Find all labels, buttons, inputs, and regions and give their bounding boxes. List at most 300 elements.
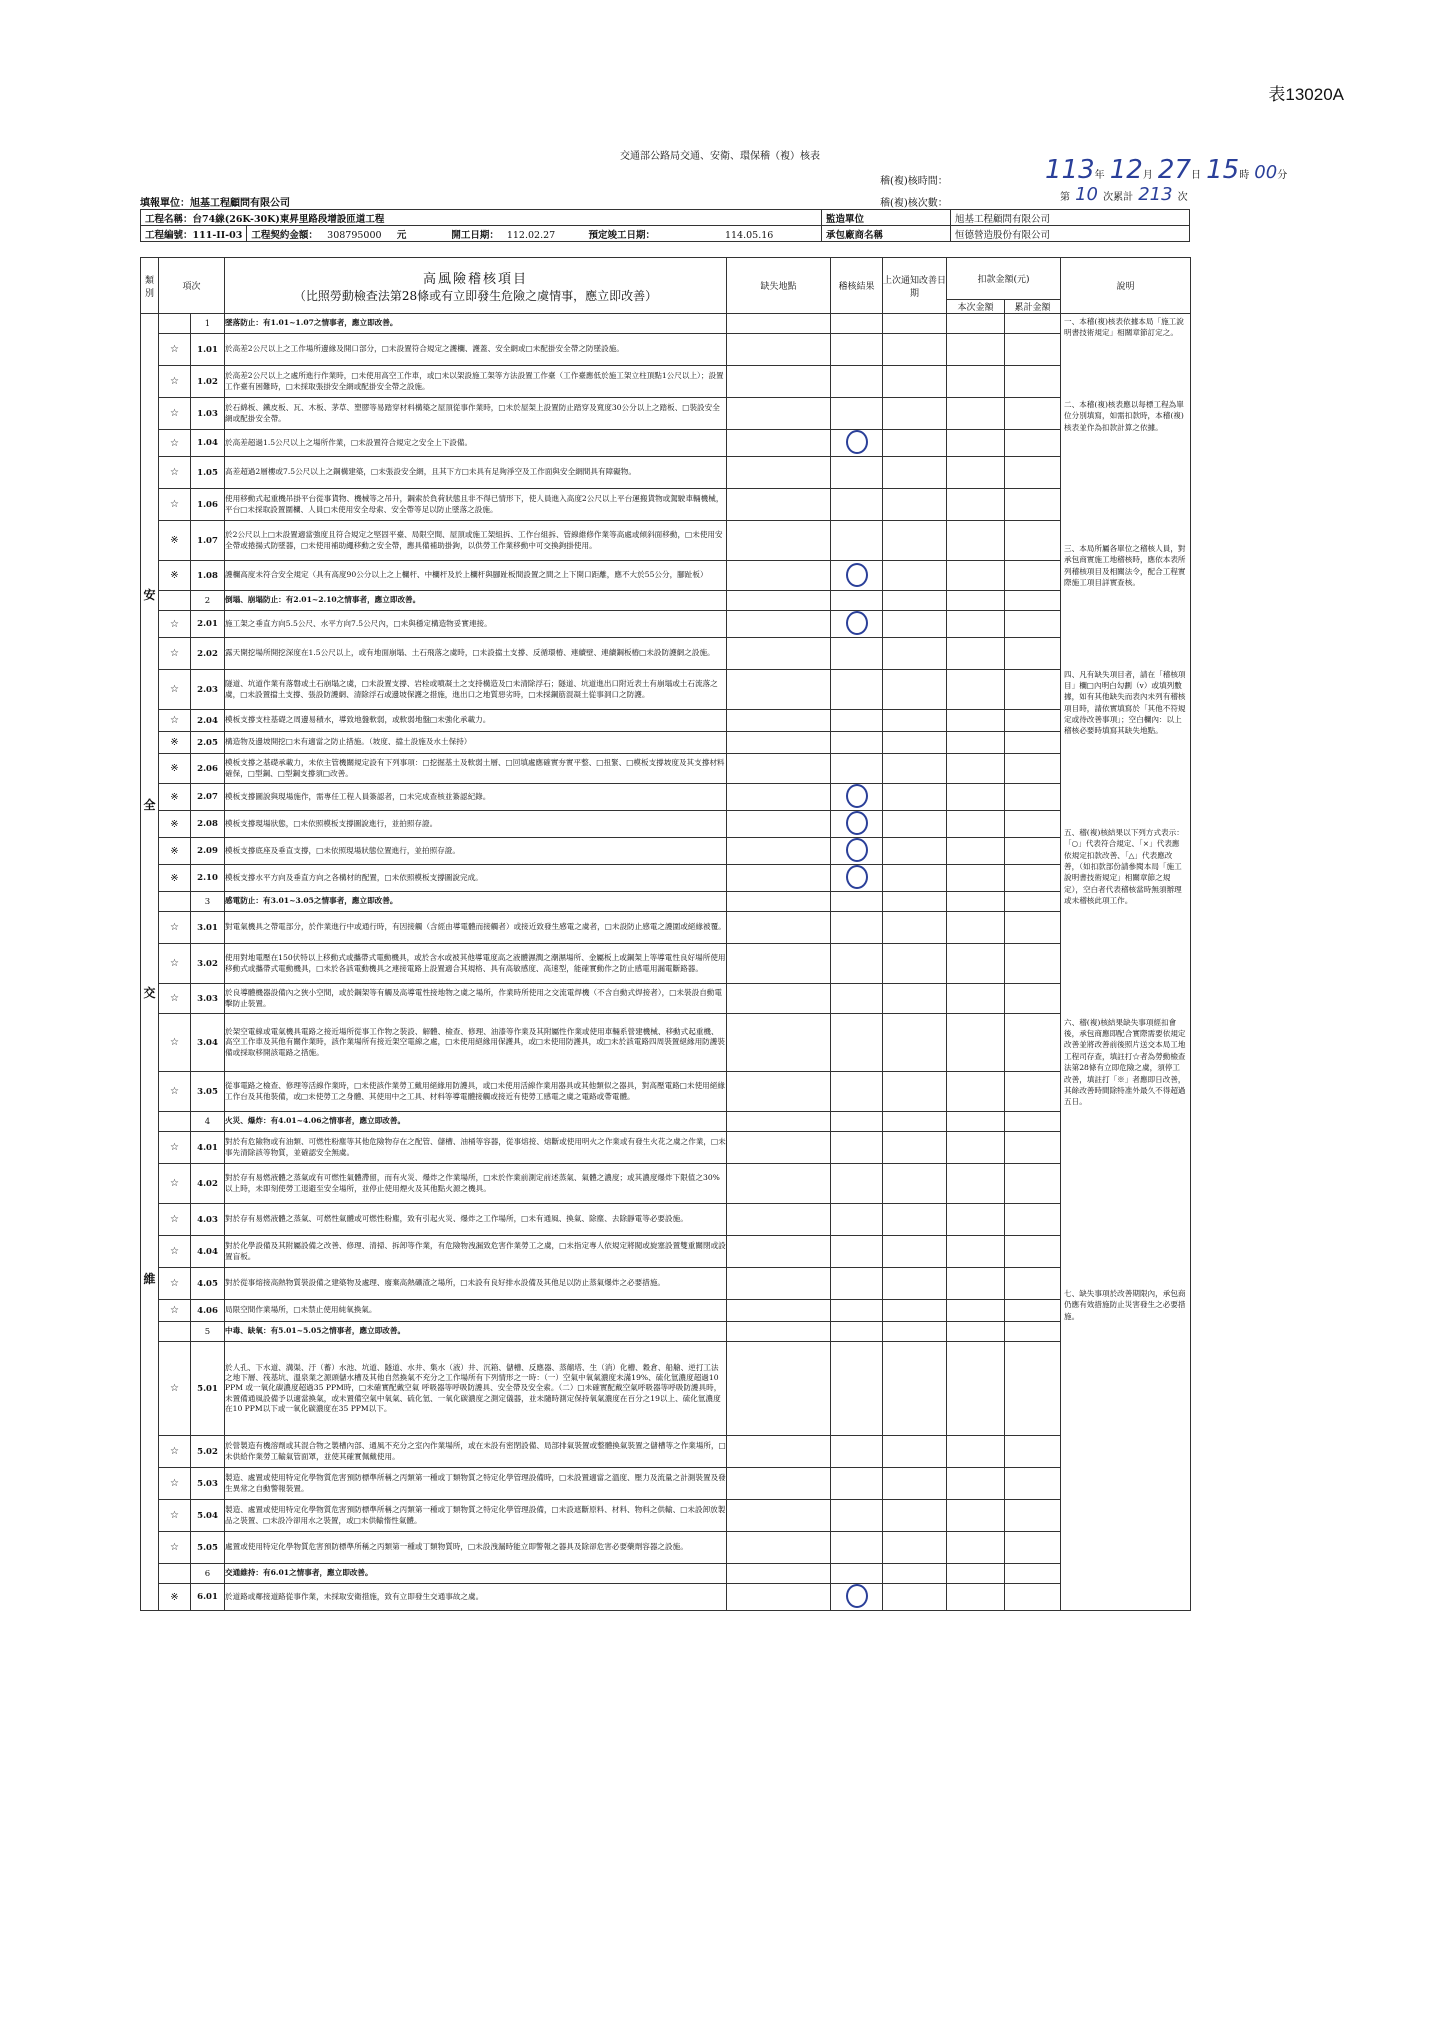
this-amount-cell[interactable] bbox=[947, 366, 1005, 398]
item-mark bbox=[159, 892, 191, 912]
check-result-cell[interactable] bbox=[831, 1584, 883, 1611]
item-number: 4.01 bbox=[191, 1132, 225, 1164]
defect-location-cell[interactable] bbox=[727, 912, 831, 944]
item-number: 4.05 bbox=[191, 1268, 225, 1300]
last-notice-cell[interactable] bbox=[883, 638, 947, 670]
this-amount-cell[interactable] bbox=[947, 489, 1005, 521]
table-row bbox=[141, 754, 1191, 784]
this-amount-cell[interactable] bbox=[947, 984, 1005, 1014]
last-notice-cell[interactable] bbox=[883, 314, 947, 334]
start-date: 開工日期： 112.02.27 bbox=[447, 226, 584, 242]
cumulative-amount-cell[interactable] bbox=[1005, 1322, 1061, 1342]
cumulative-amount-cell[interactable] bbox=[1005, 1532, 1061, 1564]
this-amount-cell[interactable] bbox=[947, 611, 1005, 638]
this-amount-cell[interactable] bbox=[947, 1204, 1005, 1236]
last-notice-cell[interactable] bbox=[883, 670, 947, 710]
table-row bbox=[141, 670, 1191, 710]
last-notice-cell[interactable] bbox=[883, 1584, 947, 1611]
item-number: 5.03 bbox=[191, 1468, 225, 1500]
this-amount-cell[interactable] bbox=[947, 591, 1005, 611]
this-amount-cell[interactable] bbox=[947, 784, 1005, 811]
table-row bbox=[141, 710, 1191, 732]
defect-location-cell[interactable] bbox=[727, 398, 831, 430]
defect-location-cell[interactable] bbox=[727, 1500, 831, 1532]
check-count-label: 稽(複)核次數： bbox=[880, 198, 948, 209]
item-mark: ☆ bbox=[159, 710, 191, 732]
defect-location-cell[interactable] bbox=[727, 366, 831, 398]
defect-location-cell[interactable] bbox=[727, 838, 831, 865]
cumulative-amount-cell[interactable] bbox=[1005, 1268, 1061, 1300]
check-result-cell[interactable] bbox=[831, 398, 883, 430]
contractor-label: 承包廠商名稱 bbox=[822, 226, 951, 242]
this-amount-cell[interactable] bbox=[947, 912, 1005, 944]
last-notice-cell[interactable] bbox=[883, 838, 947, 865]
this-amount-cell[interactable] bbox=[947, 1132, 1005, 1164]
check-result-cell[interactable] bbox=[831, 1322, 883, 1342]
table-row bbox=[141, 1236, 1191, 1268]
last-notice-cell[interactable] bbox=[883, 754, 947, 784]
check-result-cell[interactable] bbox=[831, 334, 883, 366]
item-mark: ☆ bbox=[159, 670, 191, 710]
cumulative-amount-cell[interactable] bbox=[1005, 1468, 1061, 1500]
this-amount-cell[interactable] bbox=[947, 838, 1005, 865]
supervisor-label: 監造單位 bbox=[822, 210, 951, 226]
cumulative-amount-cell[interactable] bbox=[1005, 944, 1061, 984]
last-notice-cell[interactable] bbox=[883, 784, 947, 811]
check-result-cell[interactable] bbox=[831, 892, 883, 912]
item-mark: ☆ bbox=[159, 1014, 191, 1072]
this-amount-cell[interactable] bbox=[947, 1014, 1005, 1072]
check-result-cell[interactable] bbox=[831, 611, 883, 638]
item-text: 模板支撐底座及垂直支撐，□未依照現場狀態位置進行，並拍照存證。 bbox=[225, 838, 727, 865]
defect-location-cell[interactable] bbox=[727, 1112, 831, 1132]
defect-location-cell[interactable] bbox=[727, 670, 831, 710]
check-result-cell[interactable] bbox=[831, 314, 883, 334]
cumulative-amount-cell[interactable] bbox=[1005, 398, 1061, 430]
item-number: 5.05 bbox=[191, 1532, 225, 1564]
last-notice-cell[interactable] bbox=[883, 1532, 947, 1564]
cumulative-amount-cell[interactable] bbox=[1005, 1236, 1061, 1268]
table-row bbox=[141, 1468, 1191, 1500]
this-amount-cell[interactable] bbox=[947, 314, 1005, 334]
check-count: 第 10 次累計 213 次 bbox=[1060, 184, 1188, 205]
check-result-cell[interactable] bbox=[831, 457, 883, 489]
last-notice-cell[interactable] bbox=[883, 1322, 947, 1342]
defect-location-cell[interactable] bbox=[727, 811, 831, 838]
item-text: 對於有危險物或有油類、可燃性粉塵等其他危險物存在之配管、儲槽、油桶等容器，從事熔接、熔斷或使用明火之作業或有發生火花之虞之作業，□未事先清除該等物質，並確認安全無虞。 bbox=[225, 1132, 727, 1164]
item-text: 對於存有易燃液體之蒸氣或有可燃性氣體滯留，而有火災、爆炸之作業場所，□未於作業前測定前述蒸氣、氣體之濃度；或其濃度爆炸下限值之30%以上時，未即刻使勞工退避至安全場所，並停止使用煙火及其他點火源之機具。 bbox=[225, 1164, 727, 1204]
defect-location-cell[interactable] bbox=[727, 334, 831, 366]
defect-location-cell[interactable] bbox=[727, 1342, 831, 1436]
last-notice-cell[interactable] bbox=[883, 710, 947, 732]
item-text: 交通維持：有6.01之情事者，應立即改善。 bbox=[225, 1564, 727, 1584]
contractor-value: 恒德營造股份有限公司 bbox=[951, 226, 1190, 242]
this-amount-cell[interactable] bbox=[947, 865, 1005, 892]
table-row bbox=[141, 1204, 1191, 1236]
check-result-cell[interactable] bbox=[831, 1164, 883, 1204]
item-text: 模板支撐現場狀態，□未依照模板支撐圖說進行，並拍照存證。 bbox=[225, 811, 727, 838]
table-row bbox=[141, 1300, 1191, 1322]
this-amount-cell[interactable] bbox=[947, 1342, 1005, 1436]
last-notice-cell[interactable] bbox=[883, 1132, 947, 1164]
defect-location-cell[interactable] bbox=[727, 1532, 831, 1564]
check-result-cell[interactable] bbox=[831, 811, 883, 838]
check-result-cell[interactable] bbox=[831, 591, 883, 611]
defect-location-cell[interactable] bbox=[727, 1584, 831, 1611]
col-last-notice: 上次通知改善日期 bbox=[883, 258, 947, 314]
this-amount-cell[interactable] bbox=[947, 457, 1005, 489]
remarks-notes bbox=[1061, 314, 1191, 1611]
cumulative-amount-cell[interactable] bbox=[1005, 912, 1061, 944]
this-amount-cell[interactable] bbox=[947, 1322, 1005, 1342]
check-time-label: 稽(複)核時間： bbox=[880, 176, 948, 187]
item-number: 2.03 bbox=[191, 670, 225, 710]
cumulative-amount-cell[interactable] bbox=[1005, 1300, 1061, 1322]
last-notice-cell[interactable] bbox=[883, 611, 947, 638]
table-row bbox=[141, 366, 1191, 398]
this-amount-cell[interactable] bbox=[947, 732, 1005, 754]
project-name: 工程名稱：台74線(26K-30K)東昇里路段增設匝道工程 bbox=[141, 210, 822, 226]
last-notice-cell[interactable] bbox=[883, 1014, 947, 1072]
cumulative-amount-cell[interactable] bbox=[1005, 754, 1061, 784]
cumulative-amount-cell[interactable] bbox=[1005, 591, 1061, 611]
last-notice-cell[interactable] bbox=[883, 591, 947, 611]
defect-location-cell[interactable] bbox=[727, 754, 831, 784]
check-result-cell[interactable] bbox=[831, 944, 883, 984]
project-no: 工程編號：111-II-03 bbox=[141, 226, 247, 242]
defect-location-cell[interactable] bbox=[727, 1564, 831, 1584]
last-notice-cell[interactable] bbox=[883, 521, 947, 561]
defect-location-cell[interactable] bbox=[727, 865, 831, 892]
item-mark bbox=[159, 314, 191, 334]
this-amount-cell[interactable] bbox=[947, 1500, 1005, 1532]
defect-location-cell[interactable] bbox=[727, 1204, 831, 1236]
item-text: 隧道、坑道作業有落磐或土石崩塌之虞，□未設置支撐、岩栓或噴凝土之支持構造及□未清除浮石；隧道、坑道進出口附近表土有崩塌或土石流落之虞，□未設置擋土支撐、張設防護網、清除浮石或邊坡保護之措施，進出口之地質惡劣時，□未採鋼筋混凝土從事洞口之防護。 bbox=[225, 670, 727, 710]
check-result-cell[interactable] bbox=[831, 1342, 883, 1436]
this-amount-cell[interactable] bbox=[947, 710, 1005, 732]
item-text: 模板支撐支柱基礎之周邊易積水，導致地盤軟弱，或軟弱地盤□未強化承載力。 bbox=[225, 710, 727, 732]
item-number: 1.08 bbox=[191, 561, 225, 591]
group-row bbox=[141, 1322, 1191, 1342]
last-notice-cell[interactable] bbox=[883, 732, 947, 754]
end-date: 預定竣工日期： 114.05.16 bbox=[584, 226, 821, 242]
cumulative-amount-cell[interactable] bbox=[1005, 1014, 1061, 1072]
defect-location-cell[interactable] bbox=[727, 784, 831, 811]
check-result-cell[interactable] bbox=[831, 561, 883, 591]
check-result-cell[interactable] bbox=[831, 521, 883, 561]
cumulative-amount-cell[interactable] bbox=[1005, 561, 1061, 591]
last-notice-cell[interactable] bbox=[883, 1468, 947, 1500]
table-row bbox=[141, 984, 1191, 1014]
item-text: 倒塌、崩塌防止：有2.01~2.10之情事者，應立即改善。 bbox=[225, 591, 727, 611]
last-notice-cell[interactable] bbox=[883, 912, 947, 944]
this-amount-cell[interactable] bbox=[947, 561, 1005, 591]
cumulative-amount-cell[interactable] bbox=[1005, 430, 1061, 457]
item-number: 2.05 bbox=[191, 732, 225, 754]
defect-location-cell[interactable] bbox=[727, 1132, 831, 1164]
table-row bbox=[141, 334, 1191, 366]
note-item: 一、本稽(複)核表依據本局「施工說明書技術規定」相關章節訂定之。 bbox=[1064, 317, 1184, 338]
item-number: 1.04 bbox=[191, 430, 225, 457]
item-mark: ☆ bbox=[159, 1468, 191, 1500]
item-mark: ※ bbox=[159, 838, 191, 865]
this-amount-cell[interactable] bbox=[947, 1584, 1005, 1611]
cumulative-amount-cell[interactable] bbox=[1005, 457, 1061, 489]
check-result-cell[interactable] bbox=[831, 1436, 883, 1468]
this-amount-cell[interactable] bbox=[947, 1468, 1005, 1500]
table-row bbox=[141, 521, 1191, 561]
cumulative-amount-cell[interactable] bbox=[1005, 1164, 1061, 1204]
table-row bbox=[141, 1342, 1191, 1436]
item-number: 3.04 bbox=[191, 1014, 225, 1072]
cumulative-amount-cell[interactable] bbox=[1005, 784, 1061, 811]
cumulative-amount-cell[interactable] bbox=[1005, 489, 1061, 521]
check-result-cell[interactable] bbox=[831, 754, 883, 784]
item-mark: ☆ bbox=[159, 430, 191, 457]
check-result-cell[interactable] bbox=[831, 865, 883, 892]
item-text: 於人孔、下水道、溝渠、汙（蓄）水池、坑道、隧道、水井、集水（液）井、沉箱、儲槽、反應器、蒸餾塔、生（消）化槽、穀倉、船艙、逆打工法之地下層、筏基坑、溫泉業之源頭儲水槽及其他自然換氣不充分之工作場所有下列情形之一時：（一）空氣中氧氣濃度未滿19%、硫化氫濃度超過10 PPM 或一氧化碳濃度超過35 PPM時，□未確實配戴空氣 呼吸器等呼吸防護具、安全帶及安全索。（二）□未確實配戴空氣呼吸器等呼吸防護具時，未置備通風設備予以適當換氣，或未置備空氣中氧氣、硫化氫、一氧化碳濃度之測定儀器，並未隨時測定保持氧氣濃度在百分之19以上、硫化氫濃度在10 PPM以下或一氧化碳濃度在35 PPM以下。 bbox=[225, 1342, 727, 1436]
last-notice-cell[interactable] bbox=[883, 561, 947, 591]
item-number: 4 bbox=[191, 1112, 225, 1132]
last-notice-cell[interactable] bbox=[883, 334, 947, 366]
check-result-cell[interactable] bbox=[831, 732, 883, 754]
check-result-cell[interactable] bbox=[831, 1268, 883, 1300]
item-text: 感電防止：有3.01~3.05之情事者，應立即改善。 bbox=[225, 892, 727, 912]
check-result-cell[interactable] bbox=[831, 670, 883, 710]
item-mark: ※ bbox=[159, 865, 191, 892]
item-number: 4.03 bbox=[191, 1204, 225, 1236]
cumulative-amount-cell[interactable] bbox=[1005, 334, 1061, 366]
defect-location-cell[interactable] bbox=[727, 591, 831, 611]
cumulative-amount-cell[interactable] bbox=[1005, 1436, 1061, 1468]
this-amount-cell[interactable] bbox=[947, 1236, 1005, 1268]
last-notice-cell[interactable] bbox=[883, 865, 947, 892]
circle-mark-icon bbox=[846, 865, 868, 889]
this-amount-cell[interactable] bbox=[947, 892, 1005, 912]
defect-location-cell[interactable] bbox=[727, 611, 831, 638]
last-notice-cell[interactable] bbox=[883, 430, 947, 457]
cumulative-amount-cell[interactable] bbox=[1005, 892, 1061, 912]
item-mark: ☆ bbox=[159, 1132, 191, 1164]
cumulative-amount-cell[interactable] bbox=[1005, 1112, 1061, 1132]
last-notice-cell[interactable] bbox=[883, 1436, 947, 1468]
cumulative-amount-cell[interactable] bbox=[1005, 314, 1061, 334]
this-amount-cell[interactable] bbox=[947, 430, 1005, 457]
cumulative-amount-cell[interactable] bbox=[1005, 670, 1061, 710]
item-mark: ☆ bbox=[159, 1204, 191, 1236]
last-notice-cell[interactable] bbox=[883, 1072, 947, 1112]
this-amount-cell[interactable] bbox=[947, 521, 1005, 561]
item-number: 2.07 bbox=[191, 784, 225, 811]
item-number: 2.10 bbox=[191, 865, 225, 892]
this-amount-cell[interactable] bbox=[947, 1072, 1005, 1112]
defect-location-cell[interactable] bbox=[727, 1300, 831, 1322]
this-amount-cell[interactable] bbox=[947, 811, 1005, 838]
table-row bbox=[141, 865, 1191, 892]
check-result-cell[interactable] bbox=[831, 1532, 883, 1564]
item-text: 於高差超過1.5公尺以上之場所作業，□未設置符合規定之安全上下設備。 bbox=[225, 430, 727, 457]
table-row bbox=[141, 944, 1191, 984]
item-mark: ☆ bbox=[159, 1072, 191, 1112]
item-text: 中毒、缺氧：有5.01~5.05之情事者，應立即改善。 bbox=[225, 1322, 727, 1342]
cumulative-amount-cell[interactable] bbox=[1005, 865, 1061, 892]
item-mark: ☆ bbox=[159, 1300, 191, 1322]
this-amount-cell[interactable] bbox=[947, 1532, 1005, 1564]
table-row bbox=[141, 1436, 1191, 1468]
defect-location-cell[interactable] bbox=[727, 561, 831, 591]
table-row bbox=[141, 430, 1191, 457]
check-result-cell[interactable] bbox=[831, 838, 883, 865]
cumulative-amount-cell[interactable] bbox=[1005, 984, 1061, 1014]
defect-location-cell[interactable] bbox=[727, 1268, 831, 1300]
cumulative-amount-cell[interactable] bbox=[1005, 1584, 1061, 1611]
cumulative-amount-cell[interactable] bbox=[1005, 611, 1061, 638]
cumulative-amount-cell[interactable] bbox=[1005, 1500, 1061, 1532]
defect-location-cell[interactable] bbox=[727, 1236, 831, 1268]
this-amount-cell[interactable] bbox=[947, 1564, 1005, 1584]
item-text: 於架空電線或電氣機具電路之接近場所從事工作物之裝設、解體、檢查、修理、油漆等作業及其附屬性作業或使用車輛系營建機械、移動式起重機、高空工作車及其他有關作業時，該作業場所有接近架空電線之處，□未使用絕緣用保護具，或□未使用防護具，或□未於該電路四周裝置絕緣用防護裝備或採取移開該電路之措施。 bbox=[225, 1014, 727, 1072]
item-number: 4.06 bbox=[191, 1300, 225, 1322]
check-result-cell[interactable] bbox=[831, 366, 883, 398]
check-result-cell[interactable] bbox=[831, 1112, 883, 1132]
this-amount-cell[interactable] bbox=[947, 754, 1005, 784]
defect-location-cell[interactable] bbox=[727, 1436, 831, 1468]
defect-location-cell[interactable] bbox=[727, 521, 831, 561]
item-mark: ☆ bbox=[159, 984, 191, 1014]
item-mark: ※ bbox=[159, 754, 191, 784]
last-notice-cell[interactable] bbox=[883, 892, 947, 912]
check-result-cell[interactable] bbox=[831, 1564, 883, 1584]
item-number: 5.04 bbox=[191, 1500, 225, 1532]
item-text: 高差超過2層樓或7.5公尺以上之鋼構建築，□未張設安全網，且其下方□未具有足夠淨空及工作面與安全網間具有障礙物。 bbox=[225, 457, 727, 489]
defect-location-cell[interactable] bbox=[727, 489, 831, 521]
defect-location-cell[interactable] bbox=[727, 732, 831, 754]
cumulative-amount-cell[interactable] bbox=[1005, 1342, 1061, 1436]
circle-mark-icon bbox=[846, 563, 868, 587]
this-amount-cell[interactable] bbox=[947, 944, 1005, 984]
project-info-table bbox=[140, 209, 1190, 242]
check-result-cell[interactable] bbox=[831, 912, 883, 944]
check-result-cell[interactable] bbox=[831, 1204, 883, 1236]
col-deduction: 扣款金額(元) bbox=[947, 258, 1061, 300]
group-row bbox=[141, 314, 1191, 334]
check-result-cell[interactable] bbox=[831, 1236, 883, 1268]
defect-location-cell[interactable] bbox=[727, 457, 831, 489]
cumulative-amount-cell[interactable] bbox=[1005, 1564, 1061, 1584]
cumulative-amount-cell[interactable] bbox=[1005, 638, 1061, 670]
check-result-cell[interactable] bbox=[831, 1468, 883, 1500]
item-text: 模板支撐圖說與現場施作，需專任工程人員簽認者，□未完成查核並簽認紀錄。 bbox=[225, 784, 727, 811]
defect-location-cell[interactable] bbox=[727, 1072, 831, 1112]
item-mark bbox=[159, 1564, 191, 1584]
this-amount-cell[interactable] bbox=[947, 1436, 1005, 1468]
last-notice-cell[interactable] bbox=[883, 1112, 947, 1132]
item-number: 2.04 bbox=[191, 710, 225, 732]
item-text: 施工架之垂直方向5.5公尺、水平方向7.5公尺內，□未與穩定構造物妥實連接。 bbox=[225, 611, 727, 638]
item-text: 構造物及邊坡開挖□未有適當之防止措施。（坡度、擋土設施及水土保持） bbox=[225, 732, 727, 754]
check-result-cell[interactable] bbox=[831, 784, 883, 811]
last-notice-cell[interactable] bbox=[883, 1342, 947, 1436]
last-notice-cell[interactable] bbox=[883, 1500, 947, 1532]
item-text: 處置或使用特定化學物質危害預防標準所稱之丙類第一種或丁類物質時，□未設洩漏時能立即警報之器具及除卻危害必要藥劑容器之設施。 bbox=[225, 1532, 727, 1564]
last-notice-cell[interactable] bbox=[883, 489, 947, 521]
cumulative-amount-cell[interactable] bbox=[1005, 366, 1061, 398]
last-notice-cell[interactable] bbox=[883, 366, 947, 398]
item-text: 模板支撐水平方向及垂直方向之各構材的配置，□未依照模板支撐圖說完成。 bbox=[225, 865, 727, 892]
defect-location-cell[interactable] bbox=[727, 430, 831, 457]
item-number: 2.09 bbox=[191, 838, 225, 865]
check-result-cell[interactable] bbox=[831, 1300, 883, 1322]
defect-location-cell[interactable] bbox=[727, 1468, 831, 1500]
item-number: 5 bbox=[191, 1322, 225, 1342]
defect-location-cell[interactable] bbox=[727, 892, 831, 912]
check-result-cell[interactable] bbox=[831, 1072, 883, 1112]
defect-location-cell[interactable] bbox=[727, 1164, 831, 1204]
check-result-cell[interactable] bbox=[831, 710, 883, 732]
last-notice-cell[interactable] bbox=[883, 811, 947, 838]
check-result-cell[interactable] bbox=[831, 984, 883, 1014]
cumulative-amount-cell[interactable] bbox=[1005, 1072, 1061, 1112]
last-notice-cell[interactable] bbox=[883, 944, 947, 984]
last-notice-cell[interactable] bbox=[883, 984, 947, 1014]
cumulative-amount-cell[interactable] bbox=[1005, 838, 1061, 865]
group-row bbox=[141, 892, 1191, 912]
this-amount-cell[interactable] bbox=[947, 670, 1005, 710]
this-amount-cell[interactable] bbox=[947, 1300, 1005, 1322]
this-amount-cell[interactable] bbox=[947, 398, 1005, 430]
check-result-cell[interactable] bbox=[831, 1014, 883, 1072]
defect-location-cell[interactable] bbox=[727, 1322, 831, 1342]
cumulative-amount-cell[interactable] bbox=[1005, 732, 1061, 754]
cumulative-amount-cell[interactable] bbox=[1005, 521, 1061, 561]
cumulative-amount-cell[interactable] bbox=[1005, 811, 1061, 838]
last-notice-cell[interactable] bbox=[883, 1300, 947, 1322]
defect-location-cell[interactable] bbox=[727, 314, 831, 334]
last-notice-cell[interactable] bbox=[883, 1164, 947, 1204]
last-notice-cell[interactable] bbox=[883, 398, 947, 430]
table-row bbox=[141, 561, 1191, 591]
defect-location-cell[interactable] bbox=[727, 944, 831, 984]
check-result-cell[interactable] bbox=[831, 430, 883, 457]
last-notice-cell[interactable] bbox=[883, 1564, 947, 1584]
defect-location-cell[interactable] bbox=[727, 1014, 831, 1072]
last-notice-cell[interactable] bbox=[883, 1236, 947, 1268]
this-amount-cell[interactable] bbox=[947, 638, 1005, 670]
check-result-cell[interactable] bbox=[831, 1500, 883, 1532]
last-notice-cell[interactable] bbox=[883, 1204, 947, 1236]
defect-location-cell[interactable] bbox=[727, 984, 831, 1014]
last-notice-cell[interactable] bbox=[883, 457, 947, 489]
defect-location-cell[interactable] bbox=[727, 710, 831, 732]
check-result-cell[interactable] bbox=[831, 489, 883, 521]
this-amount-cell[interactable] bbox=[947, 1164, 1005, 1204]
item-mark bbox=[159, 1322, 191, 1342]
col-remarks: 說明 bbox=[1061, 258, 1191, 314]
item-text: 護欄高度未符合安全規定（具有高度90公分以上之上欄杆、中欄杆及於上欄杆與腳趾板間設置之間之上下開口距離，應不大於55公分，腳趾板） bbox=[225, 561, 727, 591]
defect-location-cell[interactable] bbox=[727, 638, 831, 670]
cumulative-amount-cell[interactable] bbox=[1005, 1132, 1061, 1164]
cumulative-amount-cell[interactable] bbox=[1005, 1204, 1061, 1236]
this-amount-cell[interactable] bbox=[947, 334, 1005, 366]
last-notice-cell[interactable] bbox=[883, 1268, 947, 1300]
cumulative-amount-cell[interactable] bbox=[1005, 710, 1061, 732]
this-amount-cell[interactable] bbox=[947, 1268, 1005, 1300]
check-result-cell[interactable] bbox=[831, 1132, 883, 1164]
item-mark: ☆ bbox=[159, 1500, 191, 1532]
check-result-cell[interactable] bbox=[831, 638, 883, 670]
this-amount-cell[interactable] bbox=[947, 1112, 1005, 1132]
table-row bbox=[141, 1584, 1191, 1611]
